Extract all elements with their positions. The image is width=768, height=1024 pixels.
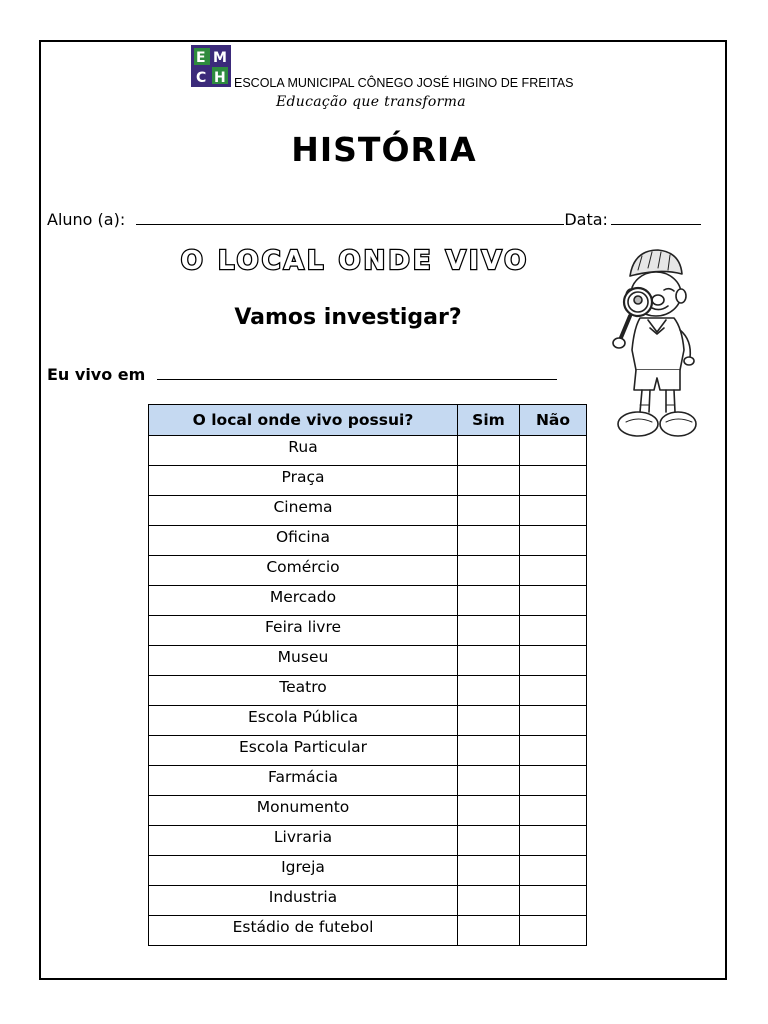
header-yes: Sim [458, 405, 520, 436]
no-checkbox-cell[interactable] [520, 556, 587, 586]
place-cell: Rua [149, 436, 458, 466]
date-field[interactable] [611, 209, 701, 225]
question-heading: Vamos investigar? [234, 305, 462, 330]
header-no: Não [520, 405, 587, 436]
yes-checkbox-cell[interactable] [458, 766, 520, 796]
student-line [47, 209, 701, 229]
yes-checkbox-cell[interactable] [458, 706, 520, 736]
table-row [149, 676, 587, 706]
no-checkbox-cell[interactable] [520, 676, 587, 706]
svg-text:E: E [196, 50, 206, 66]
city-field[interactable] [157, 364, 557, 380]
table-row [149, 556, 587, 586]
no-checkbox-cell[interactable] [520, 616, 587, 646]
table-row [149, 856, 587, 886]
yes-checkbox-cell[interactable] [458, 526, 520, 556]
header-place: O local onde vivo possui? [149, 405, 458, 436]
table-row [149, 616, 587, 646]
place-cell: Museu [149, 646, 458, 676]
yes-checkbox-cell[interactable] [458, 916, 520, 946]
table-row [149, 706, 587, 736]
live-line [47, 364, 557, 384]
table-row [149, 496, 587, 526]
table-row [149, 466, 587, 496]
table-header-row [149, 405, 587, 436]
place-cell: Cinema [149, 496, 458, 526]
page-title: HISTÓRIA [291, 130, 477, 169]
yes-checkbox-cell[interactable] [458, 886, 520, 916]
date-label: Data: [564, 210, 608, 229]
yes-checkbox-cell[interactable] [458, 616, 520, 646]
yes-checkbox-cell[interactable] [458, 856, 520, 886]
place-cell: Farmácia [149, 766, 458, 796]
no-checkbox-cell[interactable] [520, 796, 587, 826]
live-label: Eu vivo em [47, 365, 146, 384]
svg-text:M: M [213, 50, 227, 66]
table-row [149, 646, 587, 676]
no-checkbox-cell[interactable] [520, 886, 587, 916]
yes-checkbox-cell[interactable] [458, 436, 520, 466]
table-row [149, 436, 587, 466]
table-row [149, 916, 587, 946]
svg-text:C: C [196, 70, 207, 86]
place-cell: Escola Particular [149, 736, 458, 766]
school-logo [191, 45, 231, 87]
place-cell: Industria [149, 886, 458, 916]
no-checkbox-cell[interactable] [520, 436, 587, 466]
no-checkbox-cell[interactable] [520, 856, 587, 886]
yes-checkbox-cell[interactable] [458, 826, 520, 856]
no-checkbox-cell[interactable] [520, 766, 587, 796]
table-row [149, 586, 587, 616]
no-checkbox-cell[interactable] [520, 706, 587, 736]
table-row [149, 796, 587, 826]
no-checkbox-cell[interactable] [520, 466, 587, 496]
school-name: ESCOLA MUNICIPAL CÔNEGO JOSÉ HIGINO DE FREITAS [234, 76, 574, 90]
yes-checkbox-cell[interactable] [458, 736, 520, 766]
yes-checkbox-cell[interactable] [458, 466, 520, 496]
place-cell: Comércio [149, 556, 458, 586]
subtitle-banner [150, 238, 560, 282]
place-cell: Mercado [149, 586, 458, 616]
place-cell: Feira livre [149, 616, 458, 646]
table-row [149, 766, 587, 796]
svg-text:H: H [214, 70, 226, 86]
table-row [149, 826, 587, 856]
place-cell: Monumento [149, 796, 458, 826]
student-label: Aluno (a): [47, 210, 126, 229]
place-cell: Teatro [149, 676, 458, 706]
no-checkbox-cell[interactable] [520, 526, 587, 556]
no-checkbox-cell[interactable] [520, 916, 587, 946]
place-cell: Oficina [149, 526, 458, 556]
yes-checkbox-cell[interactable] [458, 796, 520, 826]
place-cell: Igreja [149, 856, 458, 886]
no-checkbox-cell[interactable] [520, 586, 587, 616]
yes-checkbox-cell[interactable] [458, 496, 520, 526]
yes-checkbox-cell[interactable] [458, 646, 520, 676]
no-checkbox-cell[interactable] [520, 646, 587, 676]
yes-checkbox-cell[interactable] [458, 676, 520, 706]
school-motto: Educação que transforma [276, 94, 466, 110]
student-name-field[interactable] [136, 209, 564, 225]
checklist-table [148, 404, 587, 946]
subtitle-text: O LOCAL ONDE VIVO [180, 246, 530, 276]
no-checkbox-cell[interactable] [520, 826, 587, 856]
no-checkbox-cell[interactable] [520, 496, 587, 526]
place-cell: Escola Pública [149, 706, 458, 736]
place-cell: Estádio de futebol [149, 916, 458, 946]
table-row [149, 526, 587, 556]
yes-checkbox-cell[interactable] [458, 586, 520, 616]
place-cell: Livraria [149, 826, 458, 856]
table-row [149, 886, 587, 916]
detective-boy-illustration [600, 240, 700, 455]
yes-checkbox-cell[interactable] [458, 556, 520, 586]
place-cell: Praça [149, 466, 458, 496]
no-checkbox-cell[interactable] [520, 736, 587, 766]
table-row [149, 736, 587, 766]
